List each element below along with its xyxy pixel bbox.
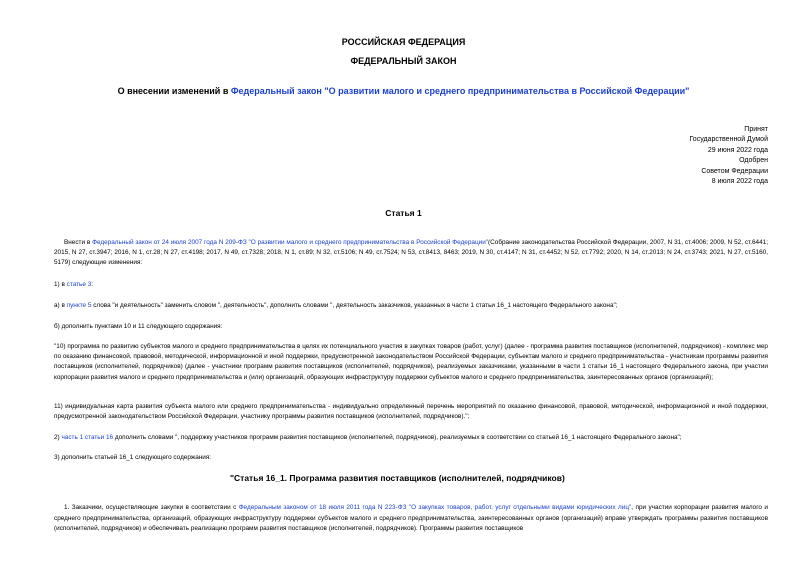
p1-law-link[interactable]: Федеральным законом от 18 июля 2011 года N 223-ФЗ "О закупках товаров, работ, услуг отдельными видами юридических лиц"	[238, 504, 632, 511]
intro-prefix: Внести в	[64, 239, 93, 246]
adopted-by: Государственной Думой	[689, 136, 768, 144]
item-a-link[interactable]: пункте 5	[66, 302, 92, 309]
item-1-suffix: :	[91, 281, 94, 288]
law-title-prefix: О внесении изменений в	[117, 86, 231, 96]
item-1	[54, 280, 768, 290]
item-3: 3) дополнить статьей 16_1 следующего содержания:	[54, 454, 212, 461]
intro-law-link[interactable]: Федеральный закон от 24 июля 2007 года N 209-ФЗ "О развитии малого и среднего предпринимательства в Российской Федерации"	[92, 239, 489, 246]
item-10: "10) программа по развитию субъектов малого и среднего предпринимательства в целях их потенциального участия в закупках товаров (работ, услуг) (далее - программа развития поставщиков (исполнителей, подрядчиков) - комплекс мер по оказанию финансовой, правовой, методической, информационной и иной поддержки, предусмотренной законодательством Российской Федерации, субъектам малого и среднего предпринимательства - участникам программы развития поставщиков (исполнителей, подрядчиков) (далее - участники программ развития поставщиков (исполнителей, подрядчиков), реализуемых заказчиками, указанными в части 1 статьи 16_1 настоящего Федерального закона, при участии корпорации развития малого и среднего предпринимательства и (или) организаций, образующих инфраструктуру поддержки субъектов малого и среднего предпринимательства, заинтересованных органов (организаций);	[54, 343, 768, 381]
approved-by: Советом Федерации	[701, 167, 768, 175]
intro-rest: (Собрание законодательства Российской Федерации, 2007, N 31, ст.4006; 2009, N 52, ст.6441; 2015, N 27, ст.3947; 2016, N 1, ст.28; N 27, ст.4198; 2017, N 49, ст.7328; 2018, N 1, ст.89; N 32, ст.5106; N 49, ст.7524; N 53, ст.8413, 8463; 2019, N 30, ст.4147; N 31, ст.4452; N 52, ст.7792; 2020, N 14, ст.2013; N 24, ст.3743; 2021, N 27, ст.5160, 5179) следующие изменения:	[54, 239, 768, 267]
country-heading: РОССИЙСКАЯ ФЕДЕРАЦИЯ	[341, 37, 466, 47]
article-1-heading: Статья 1	[385, 208, 422, 218]
item-1-prefix: 1) в	[54, 281, 67, 288]
adopted-date: 29 июня 2022 года	[707, 146, 768, 154]
item-a	[54, 301, 768, 311]
article-16-1-heading: "Статья 16_1. Программа развития поставщиков (исполнителей, подрядчиков)	[230, 473, 565, 483]
item-2-rest: дополнить словами ", поддержку участников программ развития поставщиков (исполнителей, подрядчиков), реализуемых в соответствии со статьей 16_1 настоящего Федерального закона";	[113, 434, 682, 441]
item-2-prefix: 2)	[54, 434, 62, 441]
law-title-link[interactable]: Федеральный закон "О развитии малого и среднего предпринимательства в Российской Федерации"	[230, 86, 690, 96]
law-title	[0, 86, 807, 96]
approved-date: 8 июля 2022 года	[711, 178, 768, 186]
p1-rest: , при участии корпорации развития малого и среднего предпринимательства, организаций, образующих инфраструктуру поддержки субъектов малого и среднего предпринимательства, заинтересованных органов (организаций) вправе утверждать программы развития поставщиков (исполнителей, подрядчиков) и обеспечивать реализацию программ развития поставщиков (исполнителей, подрядчиков). Программы развития поставщиков	[54, 504, 768, 533]
adoption-block	[689, 125, 768, 187]
item-a-prefix: а) в	[54, 302, 67, 309]
item-2	[54, 433, 768, 443]
approved-label: Одобрен	[739, 157, 768, 165]
item-11: 11) индивидуальная карта развития субъекта малого или среднего предпринимательства - индивидуально определенный перечень мероприятий по оказанию финансовой, правовой, методической, информационной и иной поддержки, предусмотренной законодательством Российской Федерации, участнику программы развития поставщиков (исполнителей, подрядчиков).";	[54, 403, 768, 421]
document-type: ФЕДЕРАЛЬНЫЙ ЗАКОН	[350, 56, 457, 66]
article-16-1-paragraph-1	[54, 503, 768, 535]
item-1-link[interactable]: статье 3	[66, 281, 92, 288]
article-1-intro	[54, 238, 768, 269]
item-2-link[interactable]: часть 1 статьи 16	[61, 434, 114, 441]
item-b: б) дополнить пунктами 10 и 11 следующего содержания:	[54, 323, 223, 330]
adopted-label: Принят	[744, 126, 768, 133]
item-a-rest: слова "и деятельность" заменить словом ", деятельность", дополнить словами ", деятельность заказчиков, указанных в части 1 статьи 16_1 настоящего Федерального закона";	[91, 302, 618, 309]
p1-prefix: 1. Заказчики, осуществляющие закупки в соответствии с	[64, 504, 239, 511]
